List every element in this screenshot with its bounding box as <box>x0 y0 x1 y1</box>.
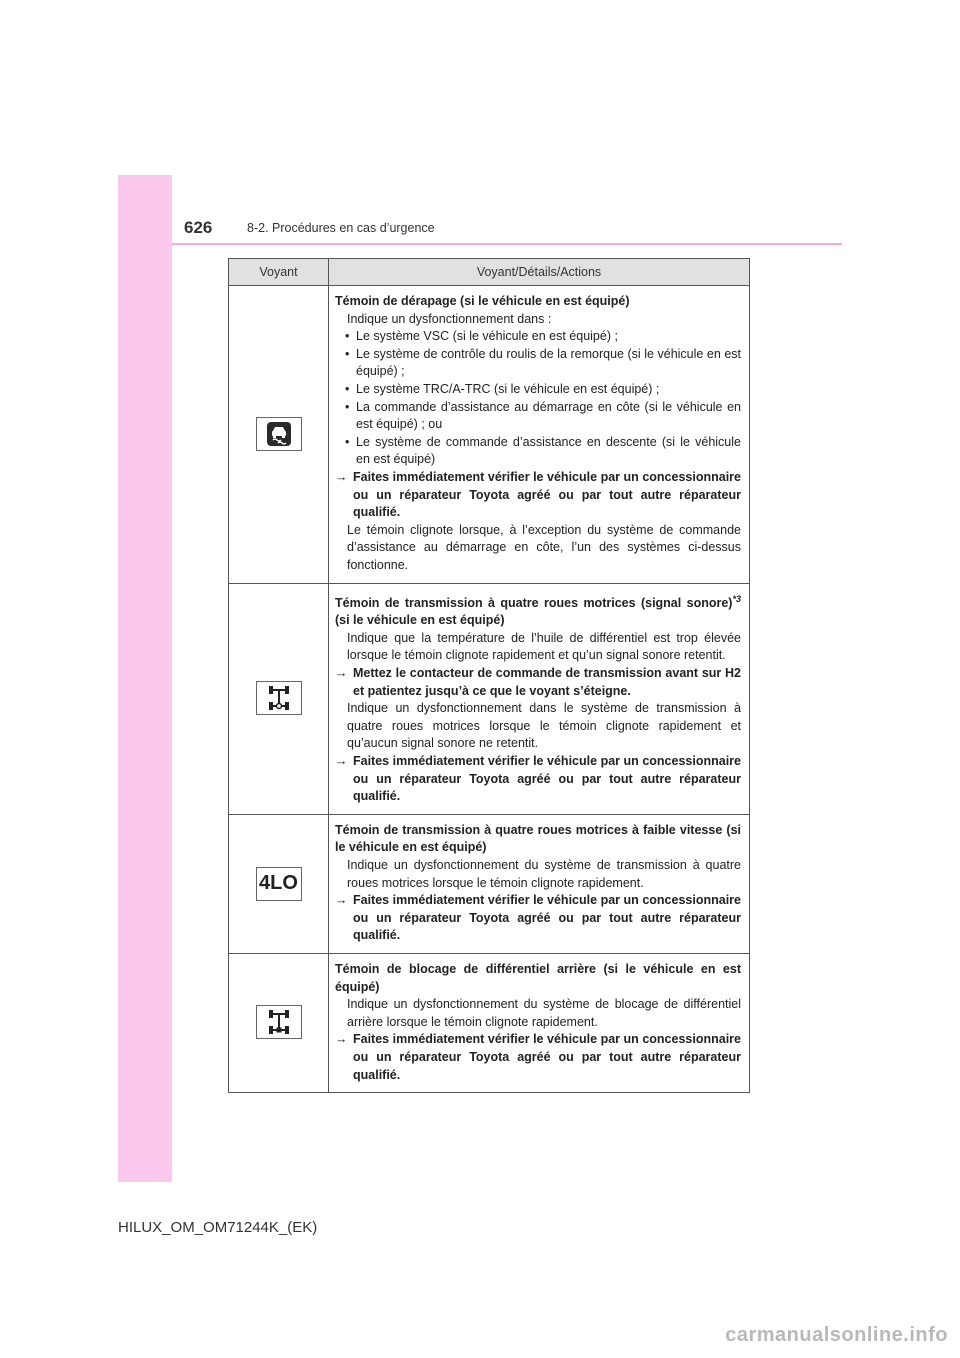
table-header-row <box>229 259 750 286</box>
rear-diff-lock-icon <box>256 1005 302 1039</box>
row-paragraph: Indique que la température de l’huile de différentiel est trop élevée lorsque le témoin clignote rapidement et qu’un signal sonore retentit. <box>347 630 741 663</box>
column-header-details: Voyant/Détails/Actions <box>329 259 750 286</box>
description-cell <box>329 814 750 953</box>
list-item: • Le système VSC (si le véhicule en est équipé) ; <box>335 328 741 346</box>
page-number: 626 <box>184 218 213 237</box>
table-row <box>229 286 750 584</box>
row-paragraph: Indique un dysfonctionnement du système de blocage de différentiel arrière lorsque le témoin clignote rapidement. <box>347 997 741 1029</box>
warning-lights-table <box>228 258 750 1093</box>
icon-cell <box>229 286 329 584</box>
header-rule <box>172 243 842 245</box>
list-item: • La commande d’assistance au démarrage en côte (si le véhicule en est équipé) ; ou <box>335 399 741 434</box>
footnote-marker: *3 <box>732 593 741 604</box>
slip-indicator-icon <box>256 417 302 451</box>
row-title: Témoin de blocage de différentiel arrière (si le véhicule en est équipé) <box>335 961 741 994</box>
description-cell <box>329 953 750 1092</box>
list-item: • Le système TRC/A-TRC (si le véhicule en est équipé) ; <box>335 381 741 399</box>
table-row <box>229 583 750 814</box>
row-paragraph: Indique un dysfonctionnement du système de transmission à quatre roues motrices lorsque le témoin clignote rapidement. <box>347 857 741 890</box>
row-action: → Faites immédiatement vérifier le véhicule par un concessionnaire ou un réparateur Toyota agréé ou par tout autre réparateur qualifié. <box>335 469 741 522</box>
row-action: → Faites immédiatement vérifier le véhicule par un concessionnaire ou un réparateur Toyota agréé ou par tout autre réparateur qualifié. <box>335 892 741 945</box>
section-title: 8-2. Procédures en cas d’urgence <box>247 221 435 235</box>
table-row <box>229 814 750 953</box>
watermark: carmanualsonline.info <box>725 1324 948 1346</box>
list-item: • Le système de contrôle du roulis de la remorque (si le véhicule en est équipé) ; <box>335 346 741 381</box>
column-header-voyant: Voyant <box>229 259 329 286</box>
4lo-indicator-icon: 4LO <box>256 867 302 901</box>
side-tab-band <box>118 175 172 1182</box>
row-action: → Mettez le contacteur de commande de transmission avant sur H2 et patientez jusqu’à ce que le voyant s’éteigne. <box>335 665 741 700</box>
icon-cell <box>229 814 329 953</box>
row-title: Témoin de transmission à quatre roues motrices (signal sonore)$^{*3}$ (si le véhicule en est équipé) <box>335 593 741 628</box>
row-paragraph: Indique un dysfonctionnement dans : <box>347 311 552 326</box>
icon-cell <box>229 583 329 814</box>
icon-cell <box>229 953 329 1092</box>
row-action: → Faites immédiatement vérifier le véhicule par un concessionnaire ou un réparateur Toyota agréé ou par tout autre réparateur qualifié. <box>335 753 741 806</box>
row-note: Le témoin clignote lorsque, à l’exception du système de commande d’assistance au démarrage en côte, l’un des systèmes ci-dessus fonctionne. <box>347 522 741 572</box>
row-action: → Faites immédiatement vérifier le véhicule par un concessionnaire ou un réparateur Toyota agréé ou par tout autre réparateur qualifié. <box>335 1031 741 1084</box>
table-row <box>229 953 750 1092</box>
4wd-indicator-icon <box>256 681 302 715</box>
list-item: • Le système de commande d’assistance en descente (si le véhicule en est équipé) <box>335 434 741 469</box>
description-cell <box>329 286 750 584</box>
row-title: Témoin de dérapage (si le véhicule en est équipé) <box>335 294 630 308</box>
row-paragraph: Indique un dysfonctionnement dans le système de transmission à quatre roues motrices lorsque le témoin clignote rapidement et qu’aucun signal sonore ne retentit. <box>347 701 741 751</box>
description-cell <box>329 583 750 814</box>
document-code: HILUX_OM_OM71244K_(EK) <box>118 1219 318 1236</box>
row-title: Témoin de transmission à quatre roues motrices à faible vitesse (si le véhicule en est équipé) <box>335 822 741 855</box>
